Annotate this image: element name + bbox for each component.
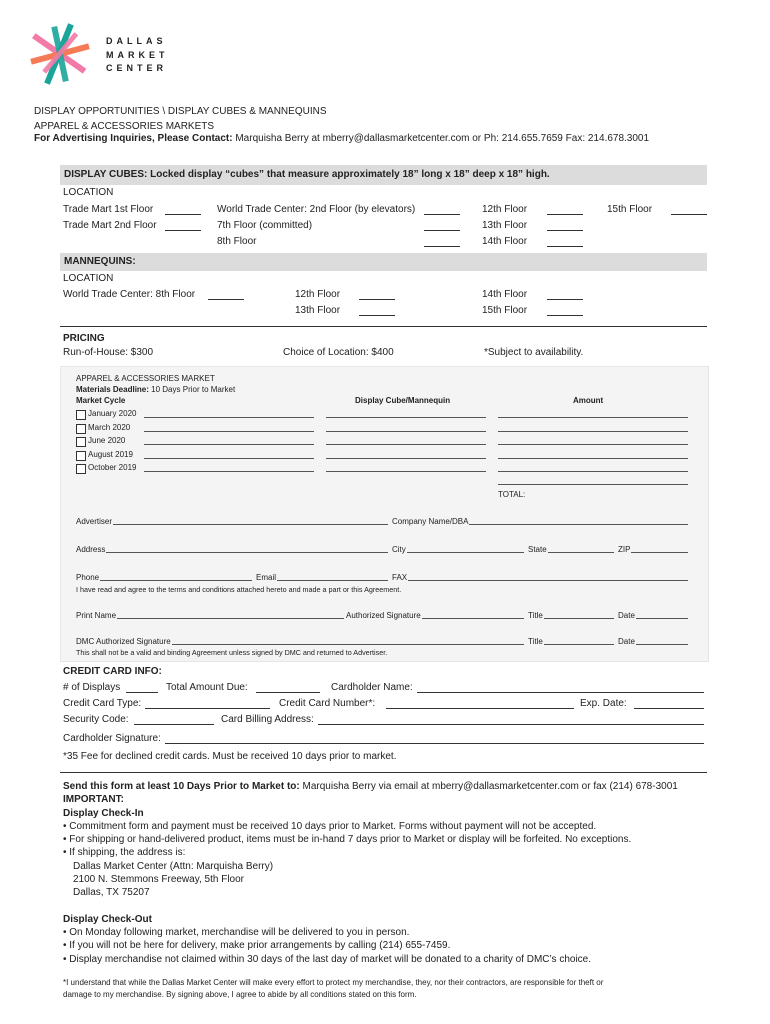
contact-label: For Advertising Inquiries, Please Contact:: [34, 133, 233, 144]
display-line[interactable]: [326, 471, 486, 472]
pricing-heading: PRICING: [63, 333, 105, 344]
mannequin-loc-15th: 15th Floor: [482, 305, 528, 316]
agree-text: I have read and agree to the terms and conditions attached hereto and made a part or this Agreement.: [76, 585, 402, 594]
security-code-line[interactable]: [134, 724, 214, 725]
declined-fee-note: *35 Fee for declined credit cards. Must be received 10 days prior to market.: [63, 751, 397, 762]
mannequin-13th-blank[interactable]: [359, 315, 395, 316]
cube-12th-blank[interactable]: [547, 214, 583, 215]
cube-loc-12th: 12th Floor: [482, 204, 528, 215]
card-type-line[interactable]: [145, 708, 270, 709]
amount-line[interactable]: [498, 417, 688, 418]
mannequin-12th-blank[interactable]: [359, 299, 395, 300]
fax-label: FAX: [392, 573, 408, 582]
cycle-checkbox[interactable]: [76, 410, 86, 420]
dmc-date-label: Date: [618, 637, 635, 646]
logo-line-1: DALLAS: [106, 36, 167, 46]
order-deadline: [76, 385, 235, 394]
credit-heading: CREDIT CARD INFO:: [63, 666, 162, 677]
total-due-label: Total Amount Due:: [166, 682, 248, 693]
checkout-heading: Display Check-Out: [63, 914, 152, 925]
exp-date-line[interactable]: [634, 708, 704, 709]
disclaimer-line-2: damage to my merchandise. By signing above, I agree to abide by all conditions stated on this form.: [63, 990, 417, 999]
ship-address-1: Dallas Market Center (Attn: Marquisha Berry): [73, 861, 274, 872]
mannequins-location-label: LOCATION: [63, 273, 114, 284]
total-line-upper: [498, 484, 688, 485]
col-market-cycle: Market Cycle: [76, 396, 126, 405]
cube-13th-blank[interactable]: [547, 230, 583, 231]
cube-wtc-2-blank[interactable]: [424, 214, 460, 215]
logo-mark-icon: [30, 20, 92, 88]
phone-label: Phone: [76, 573, 100, 582]
pricing-availability-note: *Subject to availability.: [484, 347, 584, 358]
cycle-line[interactable]: [144, 444, 314, 445]
display-line[interactable]: [326, 458, 486, 459]
cardholder-signature-line[interactable]: [165, 743, 704, 744]
send-instructions: [63, 781, 678, 792]
billing-address-line[interactable]: [318, 724, 704, 725]
cube-loc-7th: 7th Floor (committed): [217, 220, 313, 231]
num-displays-line[interactable]: [126, 692, 158, 693]
cube-loc-trade-2: Trade Mart 2nd Floor: [63, 220, 157, 231]
cube-loc-15th: 15th Floor: [607, 204, 653, 215]
checkout-item-3: • Display merchandise not claimed within 30 days of the last day of market will be donated to a charity of DMC’s choice.: [63, 954, 592, 965]
cycle-line[interactable]: [144, 417, 314, 418]
display-line[interactable]: [326, 417, 486, 418]
cubes-heading: DISPLAY CUBES: Locked display “cubes” that measure approximately 18” long x 18” deep x 18” high.: [64, 169, 550, 180]
col-display-cube: Display Cube/Mannequin: [355, 396, 451, 405]
total-label: TOTAL:: [498, 490, 526, 499]
cycle-checkbox[interactable]: [76, 464, 86, 474]
mannequin-15th-blank[interactable]: [547, 315, 583, 316]
cube-7th-blank[interactable]: [424, 230, 460, 231]
print-name-label: Print Name: [76, 611, 117, 620]
checkin-item-3: • If shipping, the address is:: [63, 847, 186, 858]
advertising-contact: [34, 133, 649, 144]
checkout-item-2: • If you will not be here for delivery, make prior arrangements by calling (214) 655-7459.: [63, 940, 451, 951]
cycle-label: August 2019: [88, 449, 133, 459]
auth-signature-label: Authorized Signature: [346, 611, 421, 620]
cycle-label: March 2020: [88, 422, 131, 432]
dmc-signature-label: DMC Authorized Signature: [76, 637, 171, 646]
amount-line[interactable]: [498, 458, 688, 459]
ship-address-3: Dallas, TX 75207: [73, 887, 150, 898]
cube-loc-wtc-2: World Trade Center: 2nd Floor (by elevators): [217, 204, 416, 215]
cube-loc-14th: 14th Floor: [482, 236, 528, 247]
mannequins-heading: MANNEQUINS:: [64, 256, 136, 267]
amount-line[interactable]: [498, 444, 688, 445]
checkout-item-1: • On Monday following market, merchandise will be delivered to you in person.: [63, 927, 410, 938]
card-number-label: Credit Card Number*:: [279, 698, 376, 709]
disclaimer-line-1: *I understand that while the Dallas Market Center will make every effort to protect my merchandise, they, nor their contractors, are responsible for theft or: [63, 978, 604, 987]
pricing-run-of-house: Run-of-House: $300: [63, 347, 154, 358]
important-heading: IMPORTANT:: [63, 794, 124, 805]
display-line[interactable]: [326, 431, 486, 432]
email-label: Email: [256, 573, 277, 582]
cardholder-name-label: Cardholder Name:: [331, 682, 413, 693]
company-label: Company Name/DBA: [392, 517, 469, 526]
mannequin-wtc-8-blank[interactable]: [208, 299, 244, 300]
cube-14th-blank[interactable]: [547, 246, 583, 247]
zip-label: ZIP: [618, 545, 631, 554]
advertiser-label: Advertiser: [76, 517, 113, 526]
divider-pricing: [60, 326, 707, 327]
cube-8th-blank[interactable]: [424, 246, 460, 247]
num-displays-label: # of Displays: [63, 682, 121, 693]
cycle-line[interactable]: [144, 471, 314, 472]
phone-line[interactable]: [76, 580, 252, 581]
mannequins-heading-bar: [60, 253, 707, 271]
checkin-item-1: • Commitment form and payment must be received 10 days prior to Market. Forms without payment will not be accepted.: [63, 821, 597, 832]
card-type-label: Credit Card Type:: [63, 698, 142, 709]
amount-line[interactable]: [498, 471, 688, 472]
cycle-label: June 2020: [88, 436, 126, 445]
cycle-checkbox[interactable]: [76, 451, 86, 461]
logo-line-2: MARKET: [106, 50, 169, 60]
contact-text: Marquisha Berry at mberry@dallasmarketcenter.com or Ph: 214.655.7659 Fax: 214.678.3001: [235, 133, 650, 144]
send-label: Send this form at least 10 Days Prior to Market to:: [63, 781, 300, 792]
cycle-label: October 2019: [88, 463, 137, 472]
mannequin-loc-12th: 12th Floor: [295, 289, 341, 300]
send-text: Marquisha Berry via email at mberry@dallasmarketcenter.com or fax (214) 678-3001: [302, 781, 678, 792]
cardholder-signature-label: Cardholder Signature:: [63, 733, 161, 744]
binding-text: This shall not be a valid and binding Agreement unless signed by DMC and returned to Advertiser.: [76, 648, 388, 657]
cycle-line[interactable]: [144, 458, 314, 459]
cycle-label: January 2020: [88, 409, 137, 418]
display-line[interactable]: [326, 444, 486, 445]
cycle-checkbox[interactable]: [76, 437, 86, 447]
city-label: City: [392, 545, 406, 554]
cubes-location-label: LOCATION: [63, 187, 114, 198]
address-line[interactable]: [76, 552, 388, 553]
dmc-title-label: Title: [528, 637, 543, 646]
address-label: Address: [76, 545, 106, 554]
deadline-label: Materials Deadline:: [76, 385, 149, 394]
pricing-choice: Choice of Location: $400: [283, 347, 394, 358]
advertiser-line[interactable]: [76, 524, 388, 525]
state-label: State: [528, 545, 547, 554]
title-label: Title: [528, 611, 543, 620]
cube-loc-13th: 13th Floor: [482, 220, 528, 231]
date-label: Date: [618, 611, 635, 620]
mannequin-loc-14th: 14th Floor: [482, 289, 528, 300]
title-display-opportunities: DISPLAY OPPORTUNITIES \ DISPLAY CUBES & MANNEQUINS: [34, 106, 327, 117]
amount-line[interactable]: [498, 431, 688, 432]
cube-trade-2-blank[interactable]: [165, 230, 201, 231]
checkin-heading: Display Check-In: [63, 808, 144, 819]
billing-address-label: Card Billing Address:: [221, 714, 314, 725]
cube-loc-trade-1: Trade Mart 1st Floor: [63, 204, 154, 215]
logo-line-3: CENTER: [106, 63, 168, 73]
cube-loc-8th: 8th Floor: [217, 236, 257, 247]
cube-15th-blank[interactable]: [671, 214, 707, 215]
ship-address-2: 2100 N. Stemmons Freeway, 5th Floor: [73, 874, 244, 885]
cycle-checkbox[interactable]: [76, 424, 86, 434]
city-line[interactable]: [392, 552, 524, 553]
security-code-label: Security Code:: [63, 714, 129, 725]
total-due-line[interactable]: [256, 692, 320, 693]
cube-trade-1-blank[interactable]: [165, 214, 201, 215]
divider-send: [60, 772, 707, 773]
exp-date-label: Exp. Date:: [580, 698, 627, 709]
mannequin-loc-wtc-8: World Trade Center: 8th Floor: [63, 289, 196, 300]
mannequin-14th-blank[interactable]: [547, 299, 583, 300]
order-market: APPAREL & ACCESSORIES MARKET: [76, 374, 215, 383]
cycle-line[interactable]: [144, 431, 314, 432]
title-apparel-markets: APPAREL & ACCESSORIES MARKETS: [34, 121, 215, 132]
cardholder-name-line[interactable]: [417, 692, 704, 693]
col-amount: Amount: [573, 396, 604, 405]
mannequin-loc-13th: 13th Floor: [295, 305, 341, 316]
checkin-item-2: • For shipping or hand-delivered product, items must be in-hand 7 days prior to Market or display will be forfeited. No exceptions.: [63, 834, 632, 845]
deadline-value: 10 Days Prior to Market: [151, 385, 236, 394]
fax-line[interactable]: [392, 580, 688, 581]
card-number-line[interactable]: [386, 708, 574, 709]
